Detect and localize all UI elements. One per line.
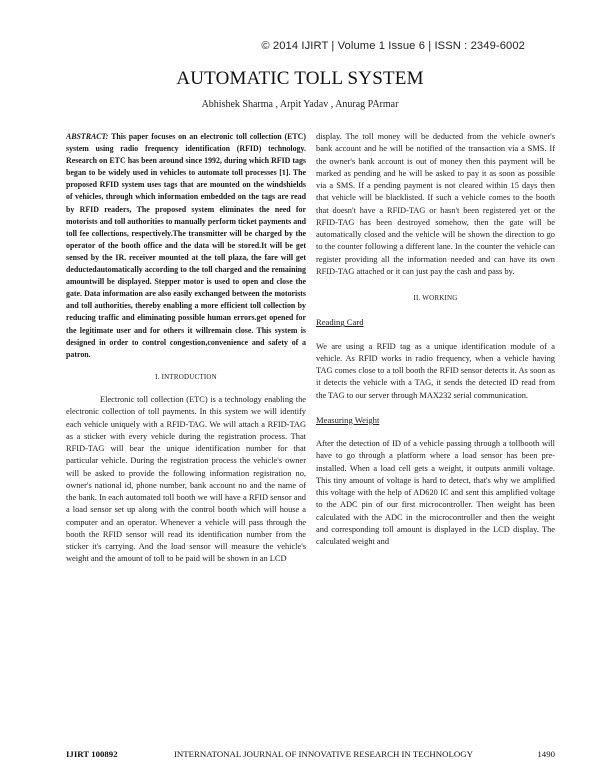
- footer-page-number: 1490: [537, 749, 555, 759]
- measuring-weight-text: After the detection of ID of a vehicle passing through a tollbooth will have to go through a platform where a load sensor has been pre-installed. When a load cell gets a weight, it outputs anmili voltage. This tiny amount of voltage is hard to detect, that's why we amplified this voltage with the help of AD620 IC and sent this amplified voltage to the ADC pin of our first microcontroller. Then weight has been calculated with the ADC in the microcontroller and then the weight and corresponding toll amount is displayed in the LCD display. The calculated weight and: [316, 439, 555, 546]
- paper-authors: Abhishek Sharma , Arpit Yadav , Anurag PArmar: [201, 99, 399, 110]
- footer-paper-id: IJIRT 100892: [66, 749, 118, 759]
- right-column: [316, 131, 555, 548]
- journal-header: © 2014 IJIRT | Volume 1 Issue 6 | ISSN : 2349-6002: [261, 40, 525, 52]
- section-heading-introduction: I. INTRODUCTION: [155, 372, 217, 381]
- subsection-heading-reading-card: Reading Card: [316, 317, 364, 328]
- abstract-lead: ABSTRACT:: [66, 132, 109, 141]
- subsection-heading-measuring-weight: Measuring Weight: [316, 414, 380, 425]
- abstract: [66, 131, 306, 361]
- introduction-text: Electronic toll collection (ETC) is a technology enabling the electronic collection of toll payments. In this system we will identify each vehicle uniquely with a RFID-TAG. We will attach a RFID-TAG as a sticker with every vehicle during the registration process. That RFID-TAG will bear the unique identification number for that particular vehicle. During the registration process the vehicle's owner will be asked to provide the following information registration no, owner's national id, phone number, bank account no and the name of the bank. In each automated toll booth we will have a RFID sensor and a load sensor set up along with the control booth which will house a computer and an operator. Whenever a vehicle will pass through the booth the RFID sensor will read its identification number from the sticker it's carrying. And the load sensor will measure the vehicle's weight and the amount of toll to be paid will be shown in an LCD: [66, 395, 306, 564]
- introduction-continued-text: display. The toll money will be deducted from the vehicle owner's bank account and he will be notified of the transaction via a SMS. If the owner's bank account is out of money then this payment will be marked as pending and he will be asked to pay it as soon as possible via a SMS. If a pending payment is not cleared within 15 days then that vehicle will be blacklisted. If such a vehicle comes to the booth that doesn't have a RFID-TAG or hasn't been registered yet or the RFID-TAG has been destroyed somehow, then the gate will be automatically closed and the vehicle will be shown the direction to go to the counter following a different lane. In the counter the vehicle can register providing all the information needed and can have its own RFID-TAG attached or it can just pay the cash and pass by.: [316, 132, 555, 276]
- left-column: [66, 131, 306, 566]
- section-heading-working: II. WORKING: [413, 294, 458, 302]
- footer-journal-name: INTERNATONAL JOURNAL OF INNOVATIVE RESEARCH IN TECHNOLOGY: [174, 749, 473, 759]
- paper-title: AUTOMATIC TOLL SYSTEM: [176, 68, 424, 89]
- abstract-body: This paper focuses on an electronic toll collection (ETC) system using radio frequency identification (RFID) technology. Research on ETC has been around since 1992, during which RFID tags began to be widely used in vehicles to automate toll processes [1]. The proposed RFID system uses tags that are mounted on the windshields of vehicles, through which information embedded on the tags are read by RFID readers, The proposed system eliminates the need for motorists and toll authorities to manually perform ticket payments and toll fee collections, respectively.The transmitter will be charged by the operator of the booth office and the data will be stored.It will be get sensed by the IR. receiver mounted at the toll plaza, the fare will get deductedautomatically according to the toll charged and the remaining amountwill be displayed. Stepper motor is used to open and close the gate. Data information are also easily exchanged between the motorists and toll authorities, thereby enabling a more efficient toll collection by reducing traffic and eliminating possible human errors.get opened for the legitimate user and for others it willremain close. This system is designed in order to control congestion,convenience and safety of a patron.: [66, 132, 306, 359]
- reading-card-text: We are using a RFID tag as a unique identification module of a vehicle. As RFID works in radio frequency, when a vehicle having TAG comes close to a toll booth the RFID sensor detects it. As soon as it detects the vehicle with a TAG, it sends the detected ID read from the TAG to our server through MAX232 serial communication.: [316, 341, 555, 400]
